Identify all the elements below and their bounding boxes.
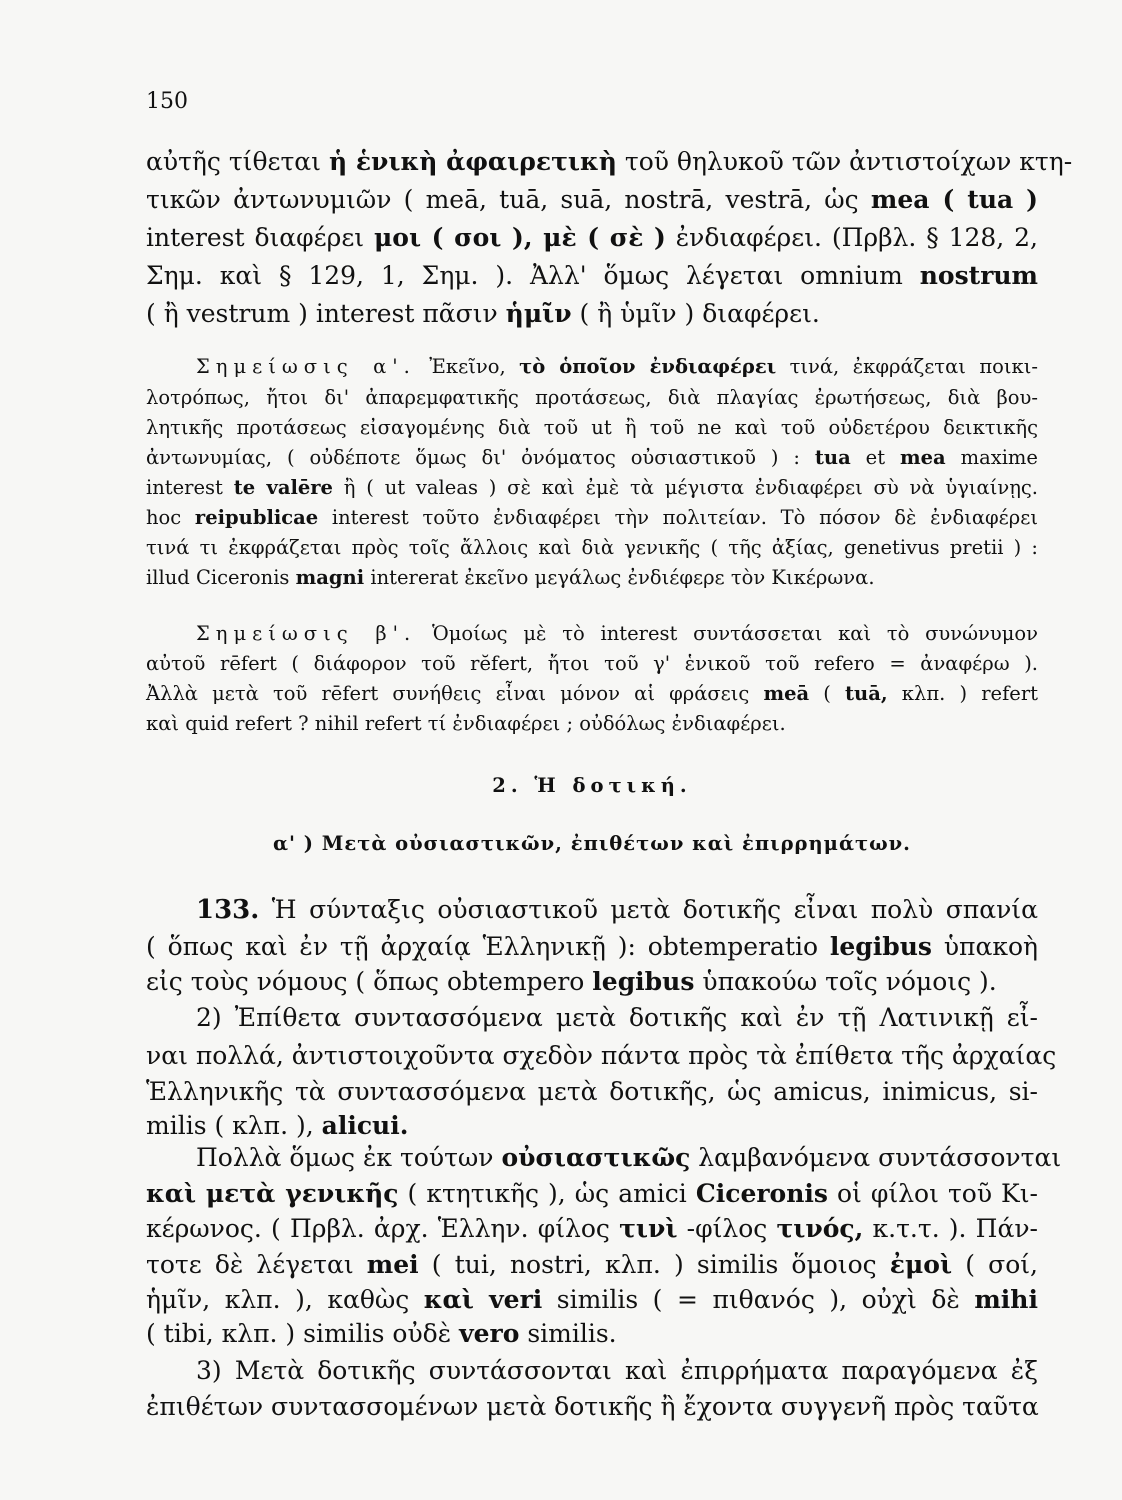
- para3-line1: Πολλὰ ὅμως ἐκ τούτων οὐσιαστικῶς λαμβανόμενα συντάσσονται: [196, 1143, 1062, 1172]
- para1-line2: τικῶν ἀντωνυμιῶν ( meā, tuā, suā, nostrā, vestrā, ὡς mea ( tua ): [146, 185, 1039, 214]
- para4-line2: ἐπιθέτων συντασσομένων μετὰ δοτικῆς ἢ ἔχοντα συγγενῆ πρὸς ταῦτα: [146, 1392, 1039, 1421]
- para2-line2: ναι πολλά, ἀντιστοιχοῦντα σχεδὸν πάντα πρὸς τὰ ἐπίθετα τῆς ἀρχαίας: [146, 1041, 1057, 1070]
- note2-label: Σημείωσις β'.: [196, 622, 417, 645]
- note1-line5: interest te valēre ἢ ( ut valeas ) σὲ καὶ ἐμὲ τὰ μέγιστα ἐνδιαφέρει σὺ νὰ ὑγιαίνῃς.: [146, 476, 1038, 499]
- para1-line4: Σημ. καὶ § 129, 1, Σημ. ). Ἀλλ' ὅμως λέγεται omnium nostrum: [146, 261, 1038, 290]
- note2-line4: καὶ quid refert ? nihil refert τί ἐνδιαφέρει ; οὐδόλως ἐνδιαφέρει.: [146, 712, 786, 735]
- note1-line2: λοτρόπως, ἤτοι δι' ἀπαρεμφατικῆς προτάσεως, διὰ πλαγίας ἐρωτήσεως, διὰ βου-: [146, 386, 1038, 409]
- note1-line6: hoc reipublicae interest τοῦτο ἐνδιαφέρει τὴν πολιτείαν. Τὸ πόσον δὲ ἐνδιαφέρει: [146, 506, 1038, 529]
- note1-line1: Σημείωσις α'. Ἐκεῖνο, τὸ ὁποῖον ἐνδιαφέρει τινά, ἐκφράζεται ποικι-: [196, 355, 1038, 378]
- para3-line5: ἡμῖν, κλπ. ), καθὼς καὶ veri similis ( = πιθανός ), οὐχὶ δὲ mihi: [146, 1285, 1038, 1314]
- page-number: 150: [146, 89, 188, 114]
- para1-line5: ( ἢ vestrum ) interest πᾶσιν ἡμῖν ( ἢ ὑμῖν ) διαφέρει.: [146, 299, 820, 328]
- section-subheading: α' ) Μετὰ οὐσιαστικῶν, ἐπιθέτων καὶ ἐπιρρημάτων.: [273, 832, 911, 855]
- note2-line2: αὐτοῦ rēfert ( διάφορον τοῦ rĕfert, ἤτοι τοῦ γ' ἑνικοῦ τοῦ refero = ἀναφέρω ).: [146, 652, 1038, 675]
- para1-line1: αὐτῆς τίθεται ἡ ἑνικὴ ἀφαιρετικὴ τοῦ θηλυκοῦ τῶν ἀντιστοίχων κτη-: [146, 147, 1073, 176]
- para2-line1: 2) Ἐπίθετα συντασσόμενα μετὰ δοτικῆς καὶ ἐν τῇ Λατινικῇ εἶ-: [196, 1003, 1038, 1032]
- note1-line8: illud Ciceronis magni intererat ἐκεῖνο μεγάλως ἐνδιέφερε τὸν Κικέρωνα.: [146, 566, 875, 589]
- para3-line6: ( tibi, κλπ. ) similis οὐδὲ vero similis.: [146, 1319, 617, 1348]
- note1-line4: ἀντωνυμίας, ( οὐδέποτε ὅμως δι' ὀνόματος οὐσιαστικοῦ ) : tua et mea maxime: [146, 446, 1038, 469]
- para3-line4: τοτε δὲ λέγεται mei ( tui, nostri, κλπ. ) similis ὅμοιος ἐμοὶ ( σοί,: [146, 1250, 1038, 1279]
- section-number: 133.: [196, 895, 260, 925]
- section-heading: 2. Ἡ δοτική.: [492, 774, 692, 797]
- note1-label: Σημείωσις α'.: [196, 355, 416, 378]
- para3-line2: καὶ μετὰ γενικῆς ( κτητικῆς ), ὡς amici Ciceronis οἱ φίλοι τοῦ Κι-: [146, 1179, 1038, 1208]
- note1-line7: τινά τι ἐκφράζεται πρὸς τοῖς ἄλλοις καὶ διὰ γενικῆς ( τῆς ἀξίας, genetivus pretii ) :: [146, 536, 1038, 559]
- para2-line3: Ἑλληνικῆς τὰ συντασσόμενα μετὰ δοτικῆς, ὡς amicus, inimicus, si-: [146, 1077, 1038, 1106]
- para3-line3: κέρωνος. ( Πρβλ. ἀρχ. Ἑλλην. φίλος τινὶ -φίλος τινός, κ.τ.τ. ). Πάν-: [146, 1214, 1039, 1243]
- para4-line1: 3) Μετὰ δοτικῆς συντάσσονται καὶ ἐπιρρήματα παραγόμενα ἐξ: [196, 1356, 1038, 1385]
- sec133-line1: 133. Ἡ σύνταξις οὐσιαστικοῦ μετὰ δοτικῆς εἶναι πολὺ σπανία: [196, 895, 1038, 925]
- sec133-line3: εἰς τοὺς νόμους ( ὅπως obtempero legibus ὑπακούω τοῖς νόμοις ).: [146, 967, 997, 996]
- note2-line3: Ἀλλὰ μετὰ τοῦ rēfert συνήθεις εἶναι μόνον αἱ φράσεις meā ( tuā, κλπ. ) refert: [146, 682, 1038, 705]
- note2-line1: Σημείωσις β'. Ὁμοίως μὲ τὸ interest συντάσσεται καὶ τὸ συνώνυμον: [196, 622, 1038, 645]
- para1-line3: interest διαφέρει μοι ( σοι ), μὲ ( σὲ ) ἐνδιαφέρει. (Πρβλ. § 128, 2,: [146, 223, 1038, 252]
- sec133-line2: ( ὅπως καὶ ἐν τῇ ἀρχαίᾳ Ἑλληνικῇ ): obtemperatio legibus ὑπακοὴ: [146, 932, 1038, 961]
- para2-line4: milis ( κλπ. ), alicui.: [146, 1111, 409, 1140]
- note1-line3: λητικῆς προτάσεως εἰσαγομένης διὰ τοῦ ut ἢ τοῦ ne καὶ τοῦ οὐδετέρου δεικτικῆς: [146, 416, 1038, 439]
